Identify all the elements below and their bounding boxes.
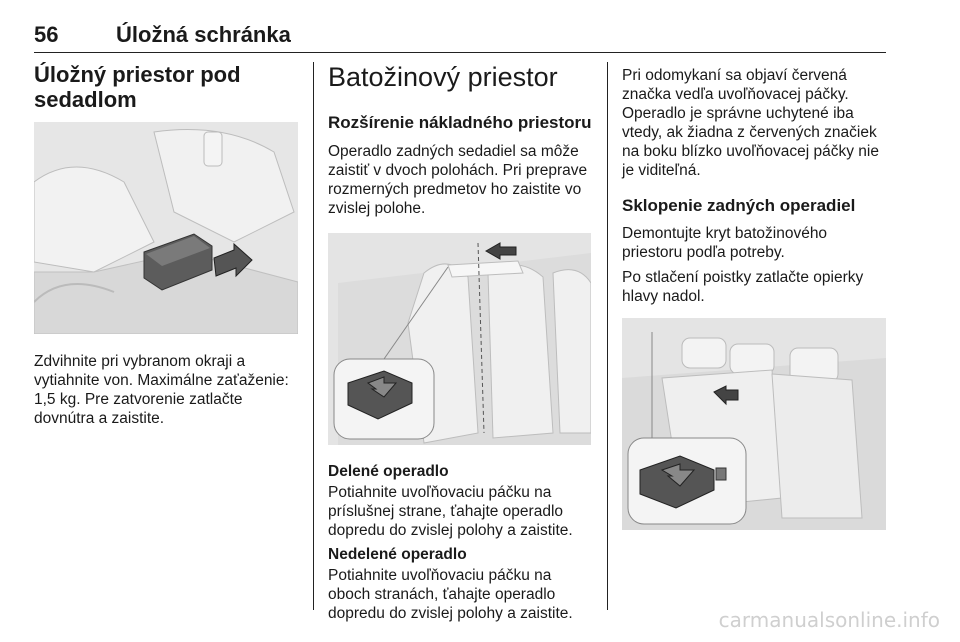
subheading-unsplit-backrest: Nedelené operadlo xyxy=(328,546,467,563)
column-divider xyxy=(607,62,608,610)
column-left xyxy=(34,62,300,428)
illustration-backrest-split xyxy=(328,233,591,445)
illustration-underseat-drawer xyxy=(34,122,298,334)
heading-underseat-storage: Úložný priestor pod sedadlom xyxy=(34,62,241,112)
body-split-backrest: Potiahnite uvoľňovaciu páčku na príslušnej strane, ťahajte operadlo dopredu do zvislej polohy a zaistite. xyxy=(328,484,573,539)
column-divider xyxy=(313,62,314,610)
illustration-fold-backrests xyxy=(622,318,886,530)
section-title: Úložná schránka xyxy=(116,22,291,47)
body-red-marker: Pri odomykaní sa objaví červená značka vedľa uvoľňovacej páčky. Operadlo je správne uchytené iba vtedy, ak žiadna z červených značiek na boku blízko uvoľňovacej páčky nie je viditeľná. xyxy=(622,67,879,179)
body-underseat: Zdvihnite pri vybranom okraji a vytiahnite von. Maximálne zaťaženie: 1,5 kg. Pre zatvorenie zatlačte dovnútra a zaistite. xyxy=(34,353,289,427)
fold-backrests-drawing xyxy=(622,318,886,530)
body-fold-step1: Demontujte kryt batožinového priestoru podľa potreby. xyxy=(622,225,828,261)
backrest-split-drawing xyxy=(328,233,591,445)
heading-luggage-area: Batožinový priestor xyxy=(328,62,558,92)
column-middle xyxy=(328,62,592,623)
subheading-fold-backrests: Sklopenie zadných operadiel xyxy=(622,196,856,215)
subheading-expansion: Rozšírenie nákladného priestoru xyxy=(328,113,592,132)
subheading-split-backrest: Delené operadlo xyxy=(328,463,449,480)
body-intro: Operadlo zadných sedadiel sa môže zaistiť v dvoch polohách. Pri preprave rozmerných predmetov ho zaistite vo zvislej polohe. xyxy=(328,143,588,217)
page-number: 56 xyxy=(34,22,59,47)
body-fold-step2: Po stlačení poistky zatlačte opierky hlavy nadol. xyxy=(622,269,864,305)
body-unsplit-backrest: Potiahnite uvoľňovaciu páčku na oboch stranách, ťahajte operadlo dopredu do zvislej polohy a zaistite. xyxy=(328,567,573,622)
underseat-drawer-drawing xyxy=(34,122,298,334)
column-right xyxy=(622,62,888,530)
watermark: carmanualsonline.info xyxy=(718,608,940,632)
page-header xyxy=(34,22,886,53)
